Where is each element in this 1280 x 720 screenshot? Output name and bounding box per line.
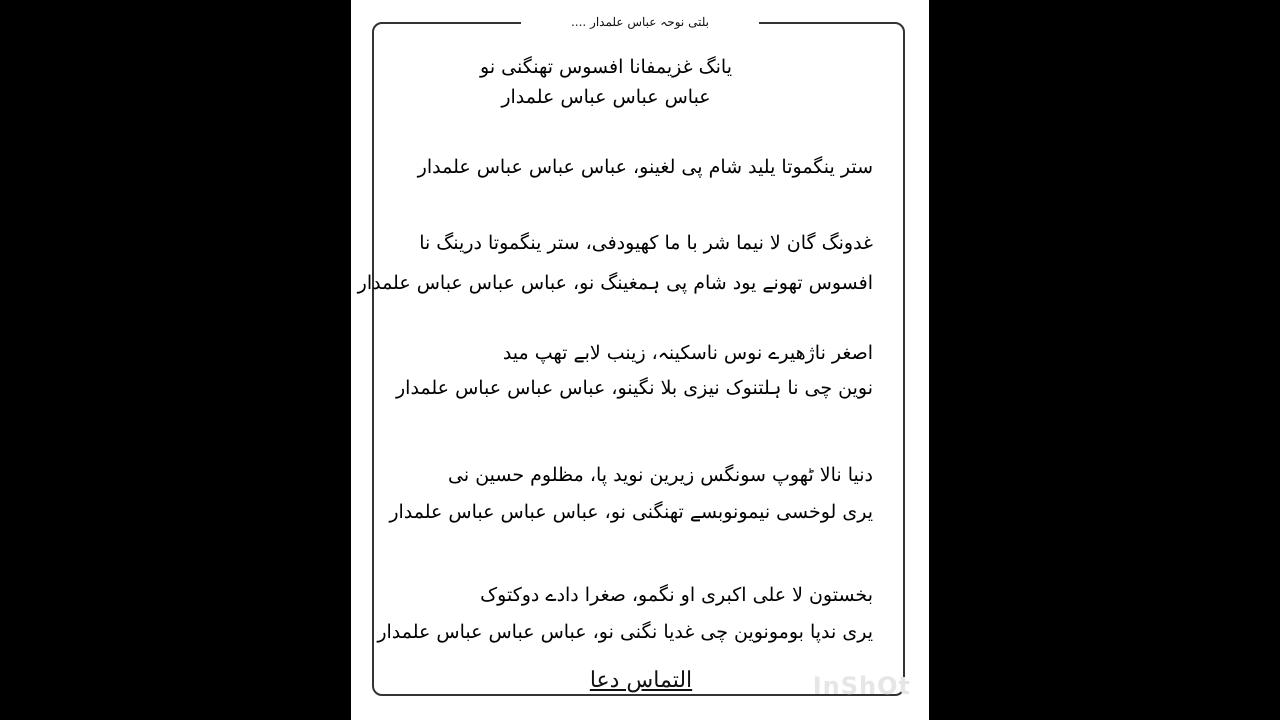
poem-line: غدونگ گان لا نیما شر با ما کھیودفی، ستر ینگموتا درینگ نا (419, 232, 873, 254)
poem-line: نوین چی نا ہلتنوک نیزی بلا نگینو، عباس عباس عباس علمدار (395, 377, 873, 399)
poem-line: بخستون لا علی اکبری او نگمو، صغرا دادے دوکتوک (480, 584, 873, 606)
stanza-2 (381, 152, 896, 182)
poem-line: یری ندپا بومونوین چی غدیا نگنی نو، عباس عباس عباس علمدار (377, 621, 873, 643)
poem-line: عباس عباس عباس علمدار (501, 86, 711, 108)
poem-line: دنیا نالا ٹھوپ سونگس زیرین نوید پا، مظلوم حسین نی (448, 464, 873, 486)
stanza-3 (357, 228, 896, 308)
stanza-5 (381, 460, 896, 534)
document-header: بلتی نوحہ عباس علمدار .... (521, 11, 759, 33)
poem-line: یری لوخسی نیمونوبسے تھنگنی نو، عباس عباس عباس علمدار (389, 501, 873, 523)
poem-line: اصغر ناژھیرے نوس ناسکینہ، زینب لابے تھپ مید (502, 342, 873, 364)
poem-line: یانگ غزیمفانا افسوس تھنگنی نو (480, 56, 732, 78)
document-page (351, 0, 929, 720)
stanza-1 (391, 52, 821, 112)
stanza-6 (377, 580, 896, 654)
footer-text: التماس دعا (589, 668, 693, 693)
watermark: InShOt (812, 672, 911, 700)
stanza-4 (381, 338, 896, 408)
poem-line: ستر ینگموتا یلید شام پی لغینو، عباس عباس عباس علمدار (417, 156, 873, 178)
poem-line: افسوس تھونے یود شام پی ہمغینگ نو، عباس عباس عباس علمدار (357, 272, 873, 294)
